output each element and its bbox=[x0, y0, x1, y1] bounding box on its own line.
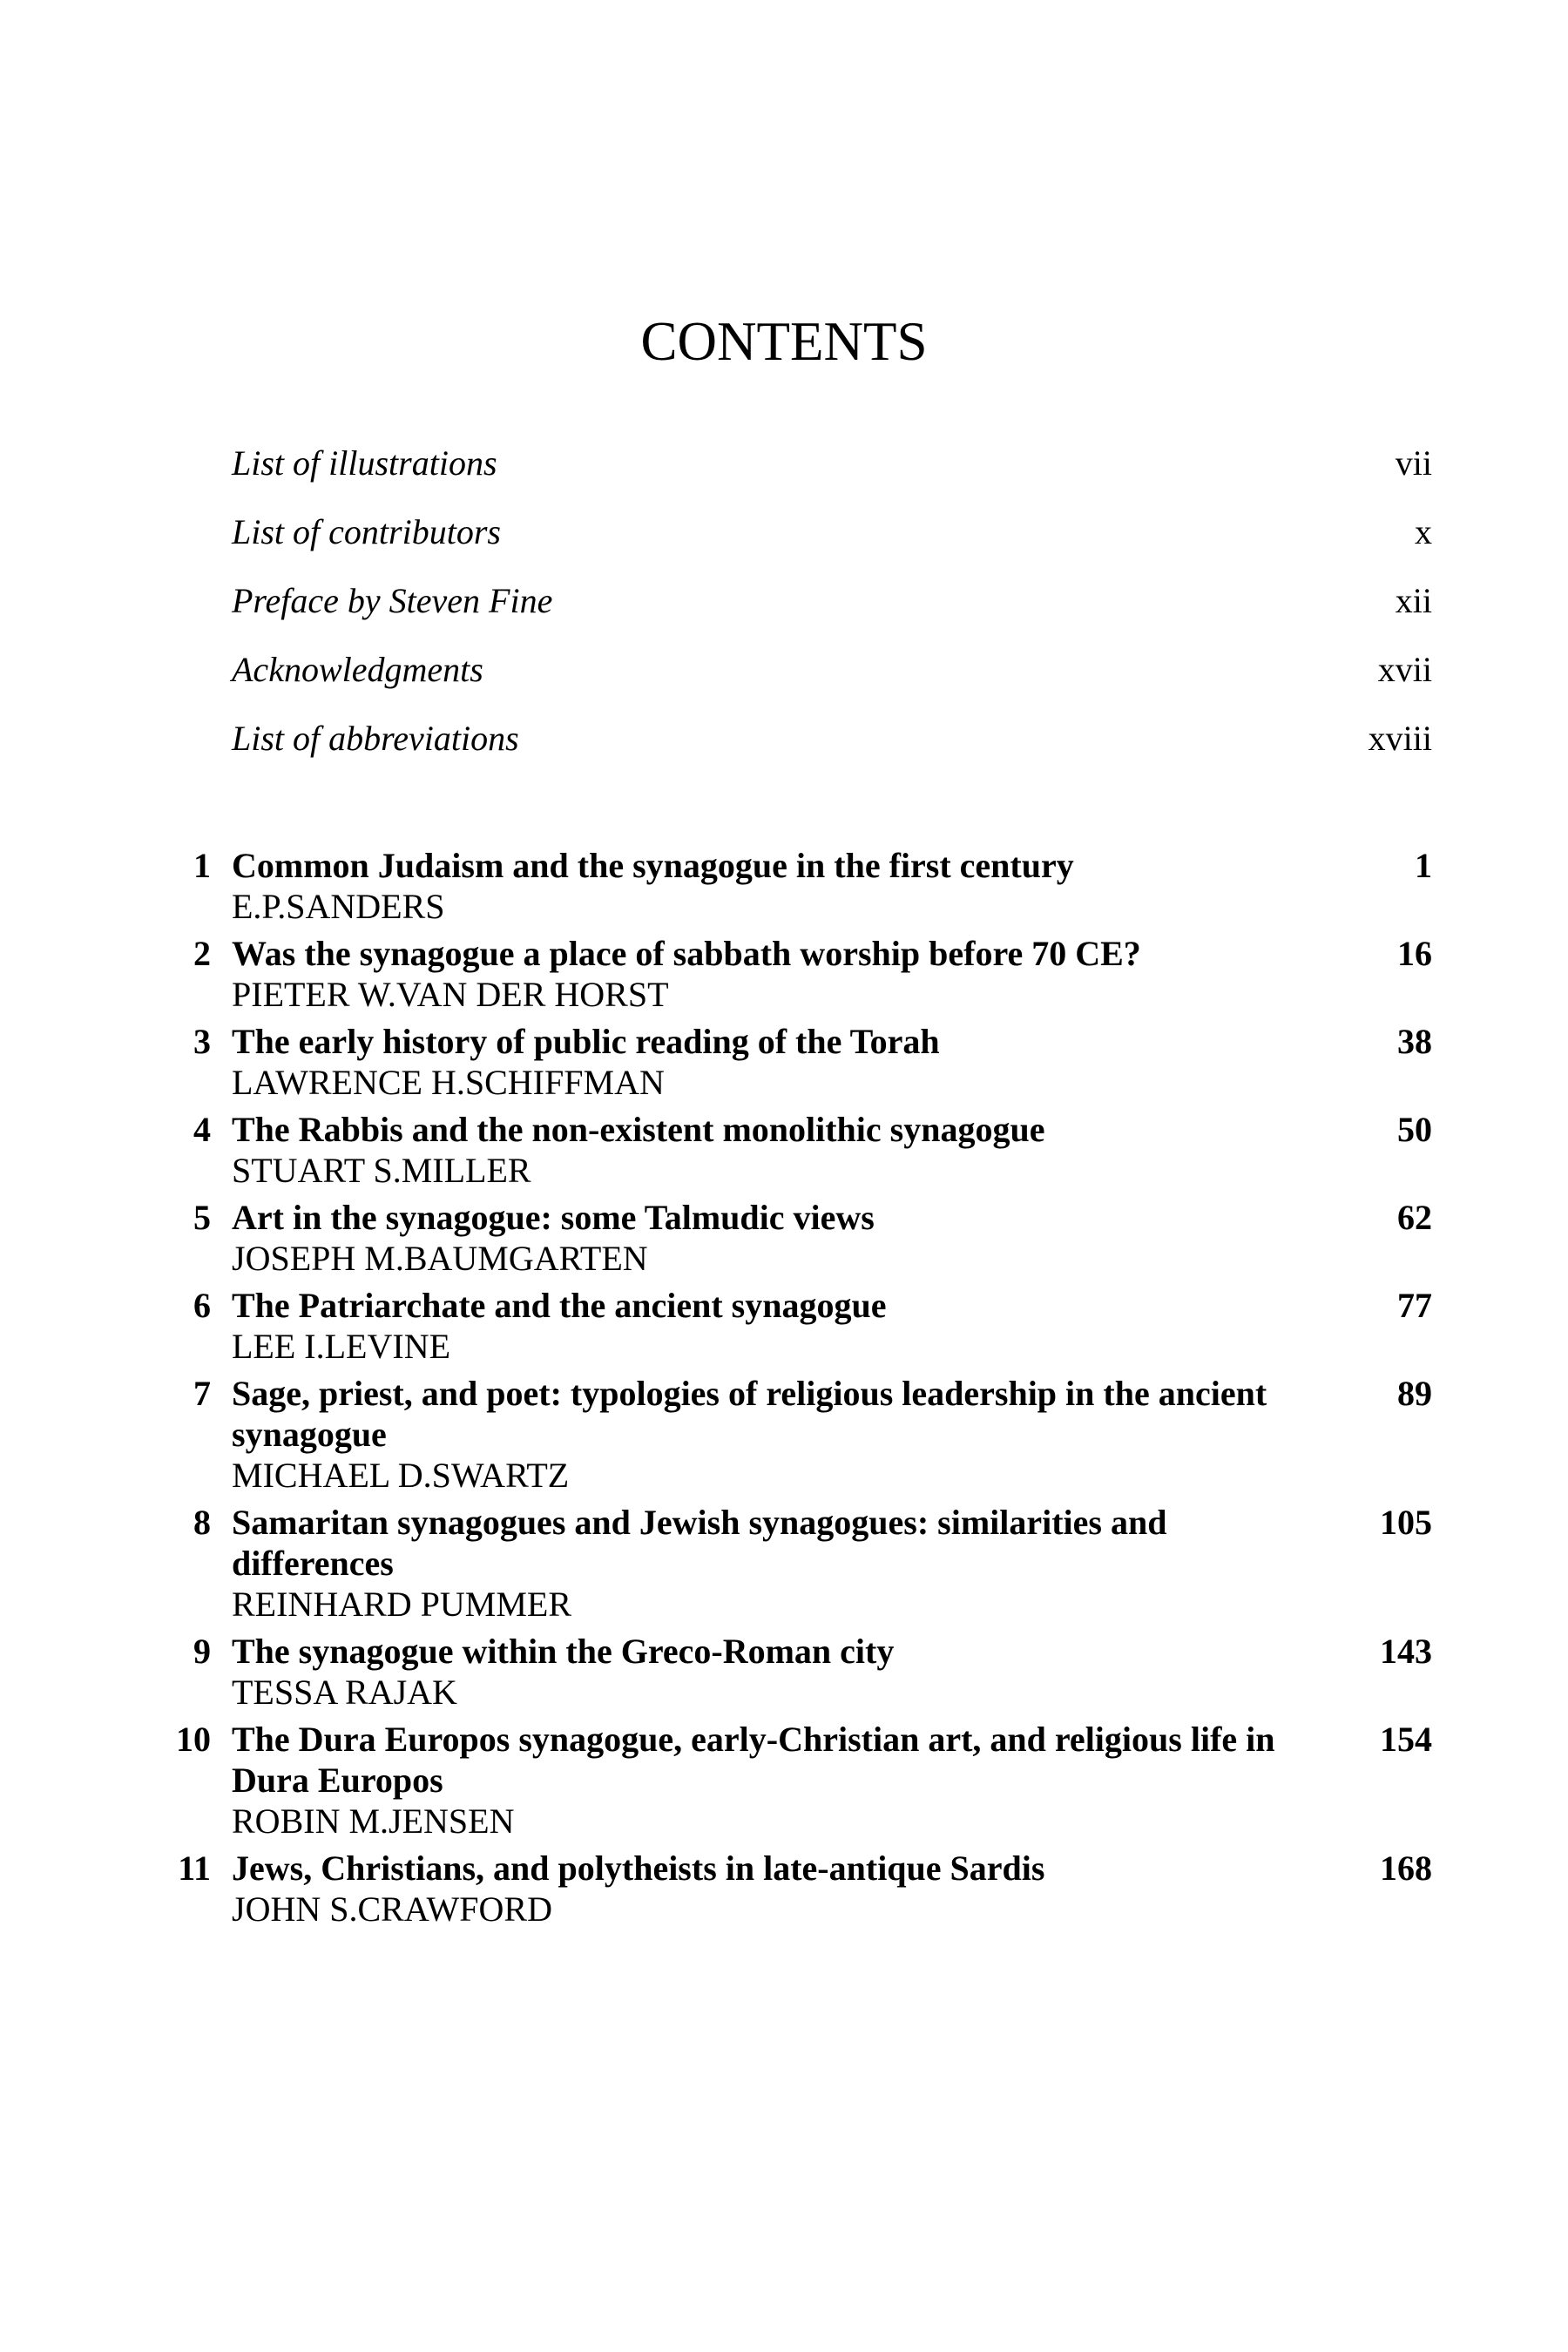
chapter-title: The synagogue within the Greco-Roman city bbox=[232, 1632, 895, 1671]
chapter-title: Was the synagogue a place of sabbath worship before 70 CE? bbox=[232, 934, 1141, 973]
front-matter-item[interactable] bbox=[232, 511, 1432, 580]
front-matter-label: List of abbreviations bbox=[232, 719, 519, 758]
chapter-title: The Dura Europos synagogue, early-Christian art, and religious life in Dura Europos bbox=[232, 1720, 1275, 1800]
chapter-number: 2 bbox=[193, 934, 211, 973]
chapter-author: ROBIN M.JENSEN bbox=[232, 1801, 515, 1841]
chapter-page: 77 bbox=[1397, 1286, 1432, 1325]
chapter-number: 9 bbox=[193, 1632, 211, 1671]
chapter-entry[interactable] bbox=[166, 1502, 1432, 1625]
chapter-title: The Patriarchate and the ancient synagogue bbox=[232, 1286, 887, 1325]
front-matter-page: x bbox=[1415, 512, 1432, 551]
chapter-author: JOHN S.CRAWFORD bbox=[232, 1889, 552, 1929]
chapter-page: 154 bbox=[1380, 1720, 1432, 1759]
chapter-page: 105 bbox=[1380, 1503, 1432, 1542]
front-matter-list bbox=[232, 443, 1432, 787]
chapter-page: 38 bbox=[1397, 1022, 1432, 1061]
chapter-title: Art in the synagogue: some Talmudic views bbox=[232, 1198, 875, 1237]
chapter-page: 50 bbox=[1397, 1110, 1432, 1149]
front-matter-item[interactable] bbox=[232, 649, 1432, 718]
chapter-entry[interactable] bbox=[166, 1373, 1432, 1496]
front-matter-label: List of illustrations bbox=[232, 443, 497, 483]
chapter-title: The early history of public reading of the Torah bbox=[232, 1022, 940, 1061]
chapter-page: 168 bbox=[1380, 1848, 1432, 1888]
chapter-page: 1 bbox=[1415, 846, 1432, 885]
chapter-number: 1 bbox=[193, 846, 211, 885]
chapter-number: 7 bbox=[193, 1374, 211, 1413]
front-matter-item[interactable] bbox=[232, 718, 1432, 787]
front-matter-page: xviii bbox=[1368, 719, 1432, 758]
front-matter-item[interactable] bbox=[232, 443, 1432, 511]
chapter-title: Samaritan synagogues and Jewish synagogues: similarities and differences bbox=[232, 1503, 1167, 1583]
chapter-page: 62 bbox=[1397, 1198, 1432, 1237]
chapter-entry[interactable] bbox=[166, 933, 1432, 1015]
chapter-entry[interactable] bbox=[166, 1719, 1432, 1842]
chapter-number: 11 bbox=[178, 1848, 211, 1888]
front-matter-page: vii bbox=[1395, 443, 1432, 483]
chapter-number: 10 bbox=[176, 1720, 211, 1759]
chapter-number: 4 bbox=[193, 1110, 211, 1149]
chapter-entry[interactable] bbox=[166, 1285, 1432, 1367]
front-matter-label: Acknowledgments bbox=[232, 650, 483, 689]
chapter-entry[interactable] bbox=[166, 1021, 1432, 1103]
chapter-entry[interactable] bbox=[166, 1631, 1432, 1713]
chapter-author: TESSA RAJAK bbox=[232, 1673, 457, 1712]
chapter-title: Sage, priest, and poet: typologies of religious leadership in the ancient synagogue bbox=[232, 1374, 1267, 1454]
chapter-title: Jews, Christians, and polytheists in late-antique Sardis bbox=[232, 1848, 1045, 1888]
chapter-author: JOSEPH M.BAUMGARTEN bbox=[232, 1239, 648, 1278]
front-matter-label: Preface by Steven Fine bbox=[232, 581, 553, 620]
chapter-list bbox=[166, 845, 1432, 1936]
chapter-author: MICHAEL D.SWARTZ bbox=[232, 1456, 570, 1495]
page-title: CONTENTS bbox=[640, 311, 928, 372]
chapter-author: LAWRENCE H.SCHIFFMAN bbox=[232, 1063, 665, 1102]
chapter-title: The Rabbis and the non-existent monolithic synagogue bbox=[232, 1110, 1045, 1149]
chapter-title: Common Judaism and the synagogue in the first century bbox=[232, 846, 1074, 885]
front-matter-page: xii bbox=[1395, 581, 1432, 620]
front-matter-item[interactable] bbox=[232, 580, 1432, 649]
chapter-author: LEE I.LEVINE bbox=[232, 1327, 451, 1366]
front-matter-label: List of contributors bbox=[232, 512, 501, 551]
chapter-page: 89 bbox=[1397, 1374, 1432, 1413]
chapter-entry[interactable] bbox=[166, 1848, 1432, 1930]
chapter-entry[interactable] bbox=[166, 1109, 1432, 1191]
chapter-number: 8 bbox=[193, 1503, 211, 1542]
chapter-page: 16 bbox=[1397, 934, 1432, 973]
chapter-author: STUART S.MILLER bbox=[232, 1151, 531, 1190]
chapter-entry[interactable] bbox=[166, 1197, 1432, 1279]
chapter-page: 143 bbox=[1380, 1632, 1432, 1671]
chapter-number: 6 bbox=[193, 1286, 211, 1325]
chapter-number: 3 bbox=[193, 1022, 211, 1061]
chapter-entry[interactable] bbox=[166, 845, 1432, 927]
chapter-author: E.P.SANDERS bbox=[232, 887, 445, 926]
front-matter-page: xvii bbox=[1377, 650, 1432, 689]
chapter-author: PIETER W.VAN DER HORST bbox=[232, 975, 669, 1014]
chapter-number: 5 bbox=[193, 1198, 211, 1237]
chapter-author: REINHARD PUMMER bbox=[232, 1585, 572, 1624]
